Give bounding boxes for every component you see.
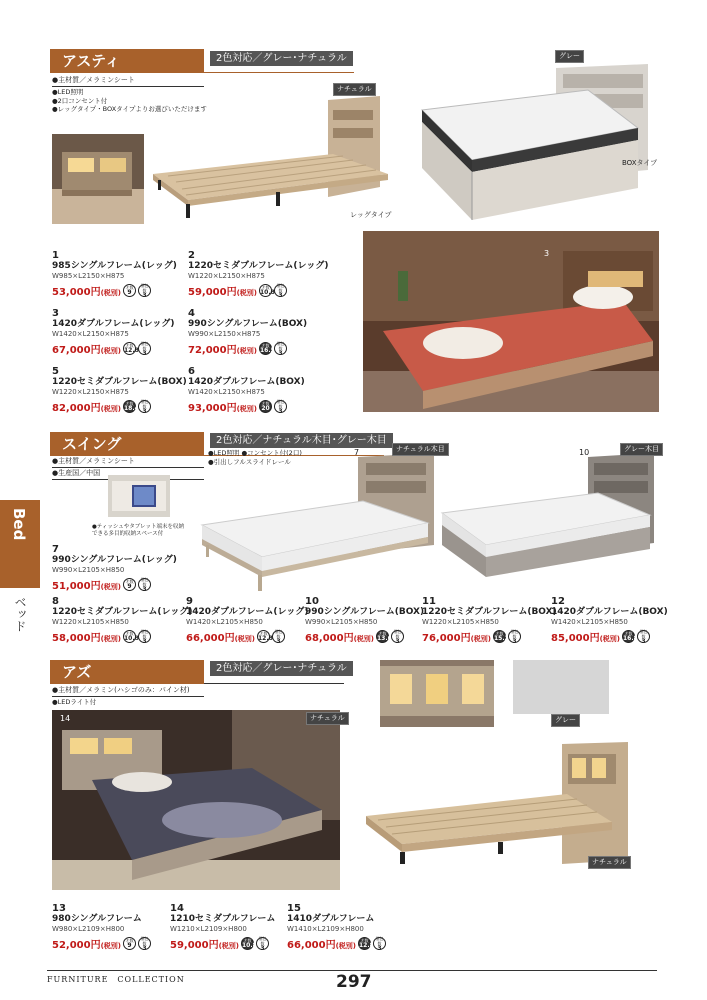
volume-badge: 才数 10.8 xyxy=(242,938,257,949)
label-box-type: BOXタイプ xyxy=(622,159,658,167)
product-item: 1 985シングルフレーム(レッグ) W985×L2150×H875 53,000円(税別) 才数 9 梱包数 3 xyxy=(52,250,177,299)
product-item: 4 990シングルフレーム(BOX) W990×L2150×H875 72,000円(税別) 才数 16.5 梱包数 3 xyxy=(188,308,308,357)
divider xyxy=(204,683,344,684)
photo-number: 14 xyxy=(60,714,71,723)
package-badge: 梱包数 3 xyxy=(256,937,269,950)
package-badge: 梱包数 3 xyxy=(138,937,151,950)
price: 66,000円(税別) xyxy=(186,633,255,644)
package-badge: 梱包数 3 xyxy=(274,284,287,297)
product-item: 9 1420ダブルフレーム(レッグ) W1420×L2105×H850 66,000円(税別) 才数 12.8 梱包数 3 xyxy=(186,596,309,645)
package-badge: 梱包数 3 xyxy=(373,937,386,950)
label-natural: ナチュラル xyxy=(306,712,349,725)
package-badge: 梱包数 3 xyxy=(138,342,151,355)
az-room-photo xyxy=(52,710,340,890)
color-tag-asty: 2色対応／グレー･ナチュラル xyxy=(210,51,353,66)
product-item: 6 1420ダブルフレーム(BOX) W1420×L2150×H875 93,000円(税別) 才数 20 梱包数 3 xyxy=(188,366,305,415)
label-natural-2: ナチュラル xyxy=(588,856,631,869)
volume-badge: 才数 18.4 xyxy=(124,401,139,412)
footer-divider xyxy=(47,970,657,971)
price: 58,000円(税別) xyxy=(52,633,121,644)
category-tab: Bed xyxy=(0,500,40,588)
label-natural: ナチュラル xyxy=(333,83,376,96)
price: 59,000円(税別) xyxy=(170,940,239,951)
price: 67,000円(税別) xyxy=(52,345,121,356)
label-leg-type: レッグタイプ xyxy=(350,211,392,219)
material-az: ●主材質／メラミン(ハシゴのみ：パイン材) xyxy=(52,685,204,697)
volume-badge: 才数 10.8 xyxy=(260,285,275,296)
section-title-swing: スイング xyxy=(50,432,204,456)
price: 85,000円(税別) xyxy=(551,633,620,644)
origin-swing: ●生産国／中国 xyxy=(52,468,204,480)
swing-natural-leg-bed xyxy=(198,453,436,593)
material-swing: ●主材質／メラミンシート xyxy=(52,456,204,468)
az-natural-bed xyxy=(362,742,632,872)
volume-badge: 才数 9 xyxy=(123,284,136,297)
product-item: 13 980シングルフレーム W980×L2109×H800 52,000円(税別) 才数 9 梱包数 3 xyxy=(52,903,202,951)
package-badge: 梱包数 3 xyxy=(138,400,151,413)
category-jp: ベッド xyxy=(13,596,27,632)
az-light-detail-photo xyxy=(380,660,494,727)
features-swing: ●LED照明 ●コンセント付(2口) ●引出しフルスライドレール xyxy=(208,449,302,466)
volume-badge: 才数 12.8 xyxy=(359,938,374,949)
price: 72,000円(税別) xyxy=(188,345,257,356)
price: 93,000円(税別) xyxy=(188,403,257,414)
swing-gray-box-bed xyxy=(438,453,658,581)
price: 51,000円(税別) xyxy=(52,581,121,592)
asty-room-photo xyxy=(363,231,659,412)
volume-badge: 才数 12.8 xyxy=(124,343,139,354)
item-num-gray: 10 xyxy=(579,448,590,457)
tablet-note: ●ティッシュやタブレット端末を収納 できる多目的収納スペース付 xyxy=(92,524,184,537)
asty-natural-leg-bed xyxy=(148,92,398,222)
package-badge: 梱包数 3 xyxy=(138,630,151,643)
package-badge: 梱包数 3 xyxy=(274,400,287,413)
headboard-detail-photo xyxy=(52,134,144,224)
divider xyxy=(204,72,354,73)
product-item: 11 1220セミダブルフレーム(BOX) W1220×L2105×H850 76,000円(税別) 才数 15.2 梱包数 3 xyxy=(422,596,557,645)
package-badge: 梱包数 3 xyxy=(138,284,151,297)
price: 59,000円(税別) xyxy=(188,287,257,298)
price: 76,000円(税別) xyxy=(422,633,491,644)
price: 52,000円(税別) xyxy=(52,940,121,951)
color-tag-swing: 2色対応／ナチュラル木目･グレー木目 xyxy=(210,433,393,448)
product-item: 7 990シングルフレーム(レッグ) W990×L2105×H850 51,000円(税別) 才数 9 梱包数 3 xyxy=(52,544,177,593)
features-asty: ●LED照明 ●2口コンセント付 ●レッグタイプ・BOXタイプよりお選びいただけます xyxy=(52,88,207,113)
volume-badge: 才数 12.8 xyxy=(258,631,273,642)
footer-title: FURNITURE COLLECTION xyxy=(47,975,185,984)
volume-badge: 才数 10.8 xyxy=(124,631,139,642)
product-item: 2 1220セミダブルフレーム(レッグ) W1220×L2150×H875 59,000円(税別) 才数 10.8 梱包数 3 xyxy=(188,250,329,299)
price: 68,000円(税別) xyxy=(305,633,374,644)
item-num-natural: 7 xyxy=(354,448,360,457)
material-asty: ●主材質／メラミンシート xyxy=(52,75,204,87)
page-number: 297 xyxy=(336,972,372,992)
volume-badge: 才数 16.8 xyxy=(623,631,638,642)
tablet-storage-photo xyxy=(108,475,170,517)
price: 53,000円(税別) xyxy=(52,287,121,298)
asty-gray-box-bed xyxy=(418,60,658,222)
package-badge: 梱包数 3 xyxy=(138,578,151,591)
section-title-az: アズ xyxy=(50,660,204,684)
label-gray-wood: グレー木目 xyxy=(620,443,663,456)
product-item: 8 1220セミダブルフレーム(レッグ) W1220×L2105×H850 58,000円(税別) 才数 10.8 梱包数 3 xyxy=(52,596,193,645)
product-item: 14 1210セミダブルフレーム W1210×L2109×H800 59,000円(税別) 才数 10.8 梱包数 3 xyxy=(170,903,276,952)
volume-badge: 才数 9 xyxy=(123,578,136,591)
label-natural-wood: ナチュラル木目 xyxy=(392,443,449,456)
package-badge: 梱包数 3 xyxy=(274,342,287,355)
volume-badge: 才数 9 xyxy=(123,937,136,950)
product-item: 5 1220セミダブルフレーム(BOX) W1220×L2150×H875 82,000円(税別) 才数 18.4 梱包数 3 xyxy=(52,366,187,415)
label-gray: グレー xyxy=(555,50,584,63)
package-badge: 梱包数 3 xyxy=(272,630,285,643)
product-item: 15 1410ダブルフレーム W1410×L2109×H800 66,000円(税別) 才数 12.8 梱包数 3 xyxy=(287,903,437,951)
price: 66,000円(税別) xyxy=(287,940,356,951)
label-gray: グレー xyxy=(551,714,580,727)
product-item: 10 990シングルフレーム(BOX) W990×L2105×H850 68,000円(税別) 才数 13.6 梱包数 3 xyxy=(305,596,425,645)
volume-badge: 才数 16.5 xyxy=(260,343,275,354)
product-item: 12 1420ダブルフレーム(BOX) W1420×L2105×H850 85,000円(税別) 才数 16.8 梱包数 3 xyxy=(551,596,668,645)
package-badge: 梱包数 3 xyxy=(391,630,404,643)
color-tag-az: 2色対応／グレー･ナチュラル xyxy=(210,661,353,676)
volume-badge: 才数 15.2 xyxy=(494,631,509,642)
package-badge: 梱包数 3 xyxy=(508,630,521,643)
product-item: 3 1420ダブルフレーム(レッグ) W1420×L2150×H875 67,000円(税別) 才数 12.8 梱包数 3 xyxy=(52,308,175,357)
package-badge: 梱包数 3 xyxy=(637,630,650,643)
section-title-asty: アスティ xyxy=(50,49,204,73)
photo-number: 3 xyxy=(544,249,550,258)
gray-swatch xyxy=(513,660,609,714)
features-az: ●LEDライト付 xyxy=(52,698,97,706)
volume-badge: 才数 20 xyxy=(259,400,272,413)
volume-badge: 才数 13.6 xyxy=(377,631,392,642)
price: 82,000円(税別) xyxy=(52,403,121,414)
